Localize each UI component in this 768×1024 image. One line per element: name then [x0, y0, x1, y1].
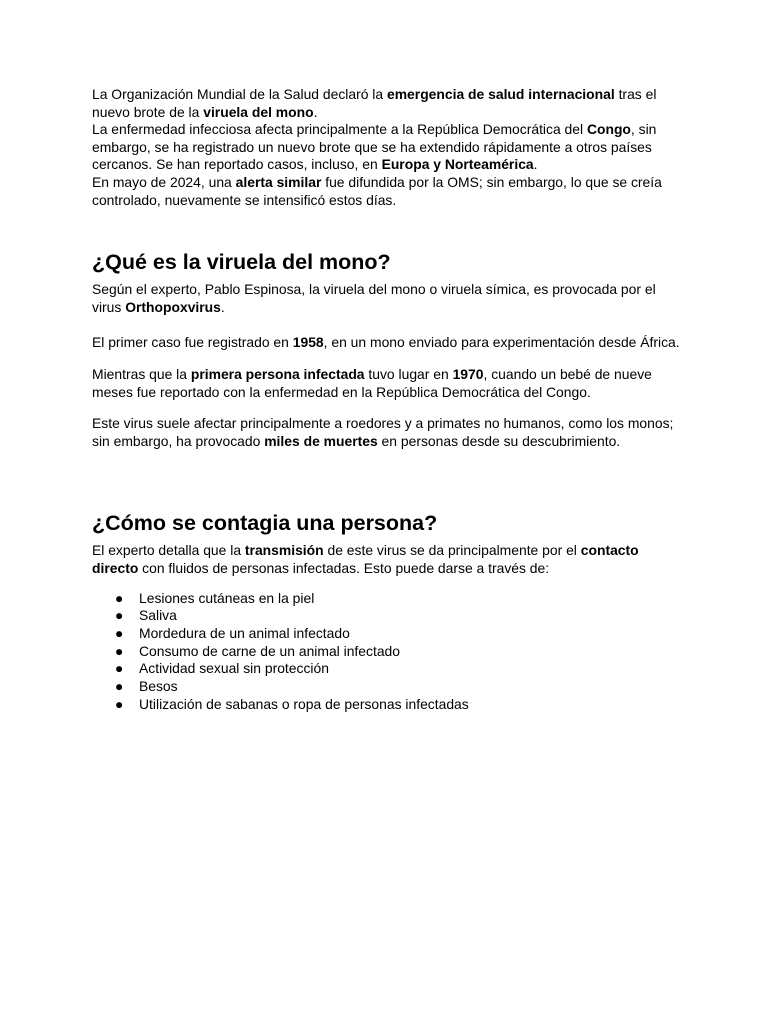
text-run: , en un mono enviado para experimentación desde África. — [323, 334, 680, 351]
list-item-text: Consumo de carne de un animal infectado — [139, 642, 400, 659]
bold-text: 1970 — [452, 365, 484, 382]
contagion-list — [92, 590, 682, 714]
bold-text: viruela del mono — [203, 103, 314, 120]
bullet-icon: ● — [115, 678, 124, 695]
list-item — [92, 660, 682, 678]
section1-paragraph-2 — [92, 334, 682, 352]
intro-paragraph-1 — [92, 86, 682, 121]
text-run: , sin embargo, se ha registrado un nuevo brote que se ha extendido rápidamente a otros países cercanos. Se han reportado casos, incluso, en — [92, 121, 657, 173]
text-run: . — [220, 298, 225, 315]
text-run: La enfermedad infecciosa afecta principalmente a la República Democrática del — [92, 121, 587, 138]
text-run: Este virus suele afectar principalmente a roedores y a primates no humanos, como los monos; sin embargo, ha provocado — [92, 415, 674, 449]
section-heading-what-is: ¿Qué es la viruela del mono? — [92, 250, 391, 275]
list-item — [92, 643, 682, 661]
document-page — [92, 86, 682, 713]
text-run: tras el nuevo brote de la — [92, 86, 657, 120]
list-item — [92, 590, 682, 608]
list-item-text: Saliva — [139, 607, 177, 624]
text-run: . — [313, 103, 318, 120]
text-run: fue difundida por la OMS; sin embargo, lo que se creía controlado, nuevamente se intensificó estos días. — [92, 173, 662, 208]
text-run: . — [533, 156, 538, 173]
list-item-text: Mordedura de un animal infectado — [139, 624, 350, 641]
bold-text: primera persona infectada — [190, 365, 365, 382]
text-run: con fluidos de personas infectadas. Esto puede darse a través de: — [138, 559, 550, 576]
bullet-icon: ● — [115, 607, 124, 624]
section-heading-contagion: ¿Cómo se contagia una persona? — [92, 511, 438, 536]
bullet-icon: ● — [115, 695, 124, 712]
text-run: de este virus se da principalmente por el — [323, 542, 581, 559]
bold-text: alerta similar — [235, 173, 322, 190]
section1-paragraph-1 — [92, 281, 682, 316]
list-item-text: Utilización de sabanas o ropa de personas infectadas — [139, 695, 469, 712]
section1-paragraph-4 — [92, 415, 682, 450]
intro-paragraph-2 — [92, 121, 682, 174]
bold-text: contacto directo — [92, 542, 639, 576]
bullet-icon: ● — [115, 589, 124, 606]
text-run: El experto detalla que la — [92, 542, 245, 559]
text-run: La Organización Mundial de la Salud declaró la — [92, 86, 387, 102]
bullet-icon: ● — [115, 660, 124, 677]
list-item-text: Actividad sexual sin protección — [139, 660, 329, 677]
list-item-text: Lesiones cutáneas en la piel — [139, 589, 315, 606]
section1-paragraph-3 — [92, 366, 682, 401]
section2-paragraph-1 — [92, 542, 682, 577]
text-run: tuvo lugar en — [364, 365, 453, 382]
text-run: El primer caso fue registrado en — [92, 334, 293, 351]
bold-text: emergencia de salud internacional — [386, 86, 615, 102]
text-run: Mientras que la — [92, 365, 191, 382]
intro-paragraph-3 — [92, 174, 682, 209]
bold-text: 1958 — [292, 334, 324, 351]
text-run: en personas desde su descubrimiento. — [377, 432, 621, 449]
bold-text: transmisión — [244, 542, 324, 559]
list-item — [92, 696, 682, 714]
bold-text: Orthopoxvirus — [125, 298, 221, 315]
bold-text: Europa y Norteamérica — [381, 156, 534, 173]
bold-text: miles de muertes — [264, 432, 378, 449]
list-item-text: Besos — [139, 678, 178, 695]
list-item — [92, 625, 682, 643]
text-run: , cuando un bebé de nueve meses fue reportado con la enfermedad en la República Democrática del Congo. — [92, 365, 652, 400]
list-item — [92, 678, 682, 696]
bold-text: Congo — [586, 121, 631, 138]
bullet-icon: ● — [115, 624, 124, 641]
list-item — [92, 607, 682, 625]
text-run: En mayo de 2024, una — [92, 173, 236, 190]
text-run: Según el experto, Pablo Espinosa, la viruela del mono o viruela símica, es provocada por el virus — [92, 281, 656, 315]
bullet-icon: ● — [115, 642, 124, 659]
